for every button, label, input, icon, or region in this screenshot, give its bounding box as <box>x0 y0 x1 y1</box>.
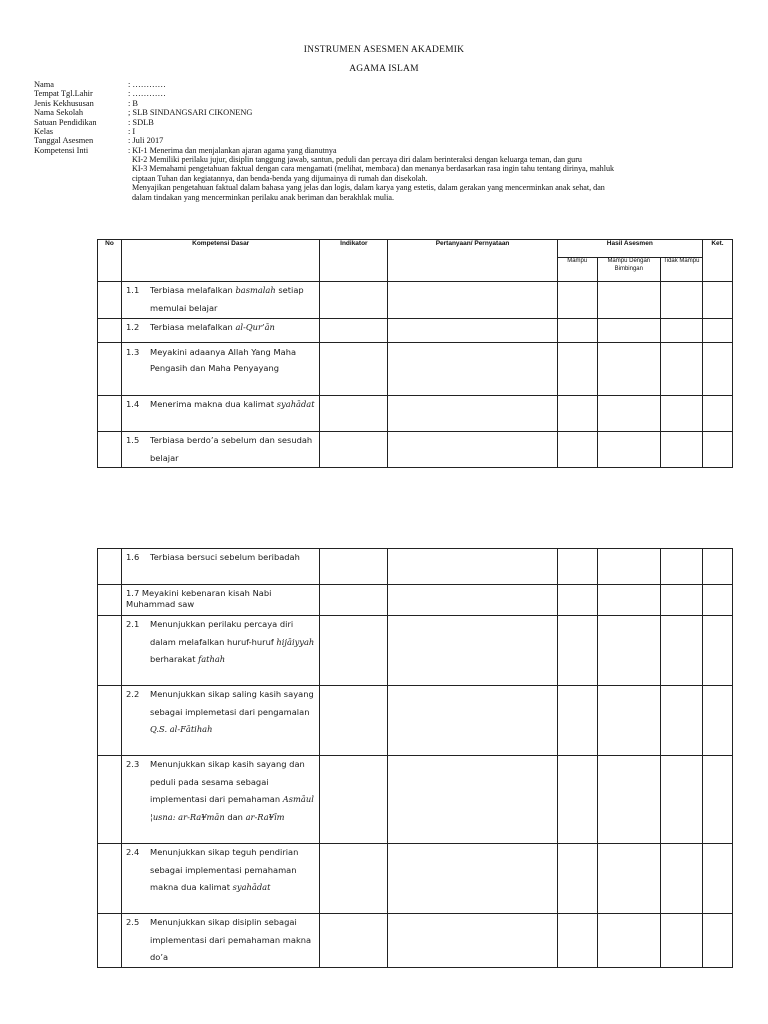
cell-mampu-bimbingan[interactable] <box>597 756 660 844</box>
header-hasil-asesmen: Hasil Asesmen <box>557 240 702 258</box>
cell-no <box>98 432 122 468</box>
header-mampu-bimbingan: Mampu Dengan Bimbingan <box>597 258 660 282</box>
cell-kompetensi <box>122 686 320 756</box>
kd-text: Menunjukkan perilaku percaya diri dalam melafalkan huruf-huruf <box>150 619 294 647</box>
cell-tidak-mampu[interactable] <box>660 585 702 616</box>
info-label: Satuan Pendidikan <box>34 117 97 127</box>
kd-italic: Asmāul ¦usna: ar-Ra¥mān <box>150 794 314 822</box>
cell-kompetensi <box>122 319 320 343</box>
cell-pertanyaan[interactable] <box>388 844 557 914</box>
cell-mampu-bimbingan[interactable] <box>597 282 660 319</box>
cell-no <box>98 282 122 319</box>
ki-line: KI-3 Memahami pengetahuan faktual dengan cara mengamati (melihat, membaca) dan menanya berdasarkan rasa ingin tahu tentang dirinya, mahluk <box>132 164 615 174</box>
cell-tidak-mampu[interactable] <box>660 914 702 968</box>
kd-number: 1.1 <box>126 285 140 295</box>
table-row <box>98 343 733 396</box>
cell-indikator[interactable] <box>320 282 388 319</box>
ki-line: dalam tindakan yang mencerminkan perilaku anak beriman dan berakhlak mulia. <box>132 192 395 202</box>
ki-line: Menyajikan pengetahuan faktual dalam bahasa yang jelas dan logis, dalam karya yang estetis, dalam gerakan yang mencerminkan anak sehat, dan <box>132 183 605 193</box>
info-row-kekhususan <box>34 99 728 108</box>
cell-indikator[interactable] <box>320 616 388 686</box>
cell-indikator[interactable] <box>320 343 388 396</box>
cell-pertanyaan[interactable] <box>388 585 557 616</box>
cell-tidak-mampu[interactable] <box>660 686 702 756</box>
info-label: Kelas <box>34 127 54 137</box>
cell-ket[interactable] <box>702 756 732 844</box>
header-pertanyaan: Pertanyaan/ Pernyataan <box>388 240 557 282</box>
kd-text: Menunjukkan sikap kasih sayang dan peduli pada sesama sebagai implementasi dari pemahaman <box>150 759 305 804</box>
cell-mampu-bimbingan[interactable] <box>597 616 660 686</box>
cell-mampu-bimbingan[interactable] <box>597 844 660 914</box>
cell-ket[interactable] <box>702 549 732 585</box>
document-title: INSTRUMEN ASESMEN AKADEMIK <box>303 45 465 55</box>
kd-text: Meyakini kebenaran kisah Nabi Muhammad saw <box>126 588 272 609</box>
ki-line: KI-2 Memiliki perilaku jujur, disiplin tanggung jawab, santun, peduli dan percaya diri dalam berinteraksi dengan keluarga teman, dan guru <box>132 155 582 164</box>
kd-text: dan <box>224 811 246 822</box>
cell-indikator[interactable] <box>320 396 388 432</box>
table-row <box>98 549 733 585</box>
table-row <box>98 914 733 968</box>
cell-pertanyaan[interactable] <box>388 914 557 968</box>
cell-tidak-mampu[interactable] <box>660 319 702 343</box>
kd-italic: syahādat <box>232 882 271 892</box>
header-mampu: Mampu <box>557 258 597 282</box>
info-row-nama <box>34 80 728 89</box>
cell-tidak-mampu[interactable] <box>660 616 702 686</box>
cell-mampu-bimbingan[interactable] <box>597 396 660 432</box>
cell-indikator[interactable] <box>320 914 388 968</box>
header-no: No <box>98 240 122 282</box>
info-value: : Juli 2017 <box>128 136 164 146</box>
header-indikator: Indikator <box>320 240 388 282</box>
cell-mampu[interactable] <box>557 914 597 968</box>
cell-kompetensi <box>122 343 320 396</box>
assessment-table-2 <box>97 548 733 968</box>
kd-text: Menunjukkan sikap saling kasih sayang sebagai implemetasi dari pengamalan <box>150 689 314 717</box>
cell-mampu[interactable] <box>557 282 597 319</box>
kd-text: Terbiasa melafalkan <box>150 322 236 332</box>
cell-ket[interactable] <box>702 844 732 914</box>
cell-tidak-mampu[interactable] <box>660 282 702 319</box>
cell-no <box>98 686 122 756</box>
cell-ket[interactable] <box>702 686 732 756</box>
cell-ket[interactable] <box>702 343 732 396</box>
table-row <box>98 844 733 914</box>
cell-no <box>98 585 122 616</box>
cell-pertanyaan[interactable] <box>388 343 557 396</box>
kd-text: berharakat <box>150 654 199 664</box>
cell-pertanyaan[interactable] <box>388 686 557 756</box>
cell-no <box>98 756 122 844</box>
cell-kompetensi <box>122 756 320 844</box>
kd-number: 1.2 <box>126 322 140 332</box>
info-row-ki <box>34 146 728 155</box>
cell-mampu[interactable] <box>557 616 597 686</box>
info-label: Jenis Kekhususan <box>34 98 94 108</box>
cell-pertanyaan[interactable] <box>388 396 557 432</box>
kd-italic: Q.S. al-Fātihah <box>150 724 213 734</box>
info-value: : ………… <box>128 80 166 89</box>
cell-kompetensi <box>122 396 320 432</box>
cell-tidak-mampu[interactable] <box>660 756 702 844</box>
cell-indikator[interactable] <box>320 585 388 616</box>
cell-mampu[interactable] <box>557 585 597 616</box>
cell-no <box>98 616 122 686</box>
kd-text: Meyakini adaanya Allah Yang Maha Pengasih dan Maha Penyayang <box>150 347 297 373</box>
document-subtitle: AGAMA ISLAM <box>349 64 419 74</box>
cell-kompetensi <box>122 914 320 968</box>
cell-tidak-mampu[interactable] <box>660 343 702 396</box>
info-label: Kompetensi Inti <box>34 145 89 155</box>
kd-italic: fathah <box>198 654 226 664</box>
info-row-ttl <box>34 89 728 98</box>
info-row-sekolah <box>34 108 728 117</box>
kd-number: 2.5 <box>126 917 140 927</box>
info-value: : ………… <box>128 89 166 99</box>
cell-ket[interactable] <box>702 585 732 616</box>
kd-text: Terbiasa berdo’a sebelum dan sesudah belajar <box>150 435 313 463</box>
kd-italic: syahādat <box>276 399 315 409</box>
cell-pertanyaan[interactable] <box>388 432 557 468</box>
kd-text: setiap memulai belajar <box>150 285 304 313</box>
cell-indikator[interactable] <box>320 319 388 343</box>
header-kompetensi-dasar: Kompetensi Dasar <box>122 240 320 282</box>
info-value: : B <box>128 98 139 108</box>
kd-text: Terbiasa bersuci sebelum beribadah <box>150 552 300 562</box>
kd-number: 2.4 <box>126 847 140 857</box>
cell-tidak-mampu[interactable] <box>660 549 702 585</box>
table-row <box>98 282 733 319</box>
info-row-kelas <box>34 127 728 136</box>
cell-kompetensi <box>122 549 320 585</box>
cell-no <box>98 914 122 968</box>
info-value: : SDLB <box>128 117 154 127</box>
cell-no <box>98 319 122 343</box>
info-row-satuan <box>34 118 728 127</box>
cell-no <box>98 549 122 585</box>
cell-indikator[interactable] <box>320 844 388 914</box>
cell-pertanyaan[interactable] <box>388 282 557 319</box>
table-row <box>98 686 733 756</box>
kd-text: Terbiasa melafalkan <box>150 285 236 295</box>
kd-number: 1.6 <box>126 552 140 562</box>
table-row <box>98 756 733 844</box>
cell-mampu[interactable] <box>557 686 597 756</box>
cell-mampu[interactable] <box>557 343 597 396</box>
kd-italic: al-Qur’ān <box>235 322 275 332</box>
cell-kompetensi <box>122 844 320 914</box>
kd-italic: ar-Ra¥īm <box>245 811 285 822</box>
assessment-table-1 <box>97 239 733 468</box>
student-info <box>34 80 728 155</box>
kd-number: 1.7 <box>126 588 140 598</box>
cell-mampu[interactable] <box>557 549 597 585</box>
cell-indikator[interactable] <box>320 432 388 468</box>
cell-tidak-mampu[interactable] <box>660 844 702 914</box>
cell-kompetensi <box>122 432 320 468</box>
cell-tidak-mampu[interactable] <box>660 432 702 468</box>
cell-indikator[interactable] <box>320 549 388 585</box>
cell-mampu-bimbingan[interactable] <box>597 585 660 616</box>
cell-mampu-bimbingan[interactable] <box>597 432 660 468</box>
cell-ket[interactable] <box>702 396 732 432</box>
kd-text: Menerima makna dua kalimat <box>150 399 277 409</box>
cell-ket[interactable] <box>702 432 732 468</box>
info-value: ; SLB SINDANGSARI CIKONENG <box>128 108 253 118</box>
cell-tidak-mampu[interactable] <box>660 396 702 432</box>
ki-line: ciptaan Tuhan dan kegiatannya, dan benda-benda yang dijumainya di rumah dan disekolah. <box>132 173 428 183</box>
kd-number: 2.2 <box>126 689 140 699</box>
header-tidak-mampu: Tidak Mampu <box>660 258 702 282</box>
cell-ket[interactable] <box>702 616 732 686</box>
cell-mampu-bimbingan[interactable] <box>597 319 660 343</box>
cell-mampu-bimbingan[interactable] <box>597 549 660 585</box>
cell-ket[interactable] <box>702 282 732 319</box>
kd-italic: basmalah <box>235 285 276 295</box>
cell-pertanyaan[interactable] <box>388 319 557 343</box>
kd-number: 1.3 <box>126 347 140 357</box>
kd-number: 1.5 <box>126 435 140 445</box>
kd-number: 2.3 <box>126 759 140 769</box>
cell-mampu-bimbingan[interactable] <box>597 914 660 968</box>
cell-mampu-bimbingan[interactable] <box>597 343 660 396</box>
cell-mampu[interactable] <box>557 319 597 343</box>
table-row <box>98 585 733 616</box>
cell-kompetensi <box>122 585 320 616</box>
kd-text: Menunjukkan sikap disiplin sebagai implementasi dari pemahaman makna do’a <box>150 917 312 962</box>
table-row <box>98 319 733 343</box>
cell-pertanyaan[interactable] <box>388 756 557 844</box>
cell-pertanyaan[interactable] <box>388 549 557 585</box>
info-label: Tempat Tgl.Lahir <box>34 89 93 99</box>
cell-pertanyaan[interactable] <box>388 616 557 686</box>
cell-mampu[interactable] <box>557 756 597 844</box>
table-row <box>98 396 733 432</box>
cell-kompetensi <box>122 282 320 319</box>
info-label: Nama Sekolah <box>34 108 84 118</box>
info-label: Nama <box>34 80 54 89</box>
cell-no <box>98 844 122 914</box>
info-value: : I <box>128 127 136 137</box>
cell-mampu-bimbingan[interactable] <box>597 686 660 756</box>
header-ket: Ket. <box>702 240 732 282</box>
kd-number: 2.1 <box>126 619 140 629</box>
cell-mampu[interactable] <box>557 844 597 914</box>
kd-number: 1.4 <box>126 399 140 409</box>
cell-kompetensi <box>122 616 320 686</box>
cell-ket[interactable] <box>702 319 732 343</box>
kompetensi-inti-lines <box>132 155 732 202</box>
cell-no <box>98 343 122 396</box>
cell-no <box>98 396 122 432</box>
kd-italic: hijāiyyah <box>276 636 315 647</box>
info-value: : KI-1 Menerima dan menjalankan ajaran agama yang dianutnya <box>128 145 337 155</box>
table-row <box>98 616 733 686</box>
table-row <box>98 432 733 468</box>
kd-text: Menunjukkan sikap teguh pendirian sebagai implementasi pemahaman makna dua kalimat <box>150 847 299 892</box>
cell-indikator[interactable] <box>320 686 388 756</box>
cell-mampu[interactable] <box>557 396 597 432</box>
cell-indikator[interactable] <box>320 756 388 844</box>
cell-ket[interactable] <box>702 914 732 968</box>
cell-mampu[interactable] <box>557 432 597 468</box>
info-label: Tanggal Asesmen <box>34 136 94 146</box>
info-row-tanggal <box>34 136 728 145</box>
